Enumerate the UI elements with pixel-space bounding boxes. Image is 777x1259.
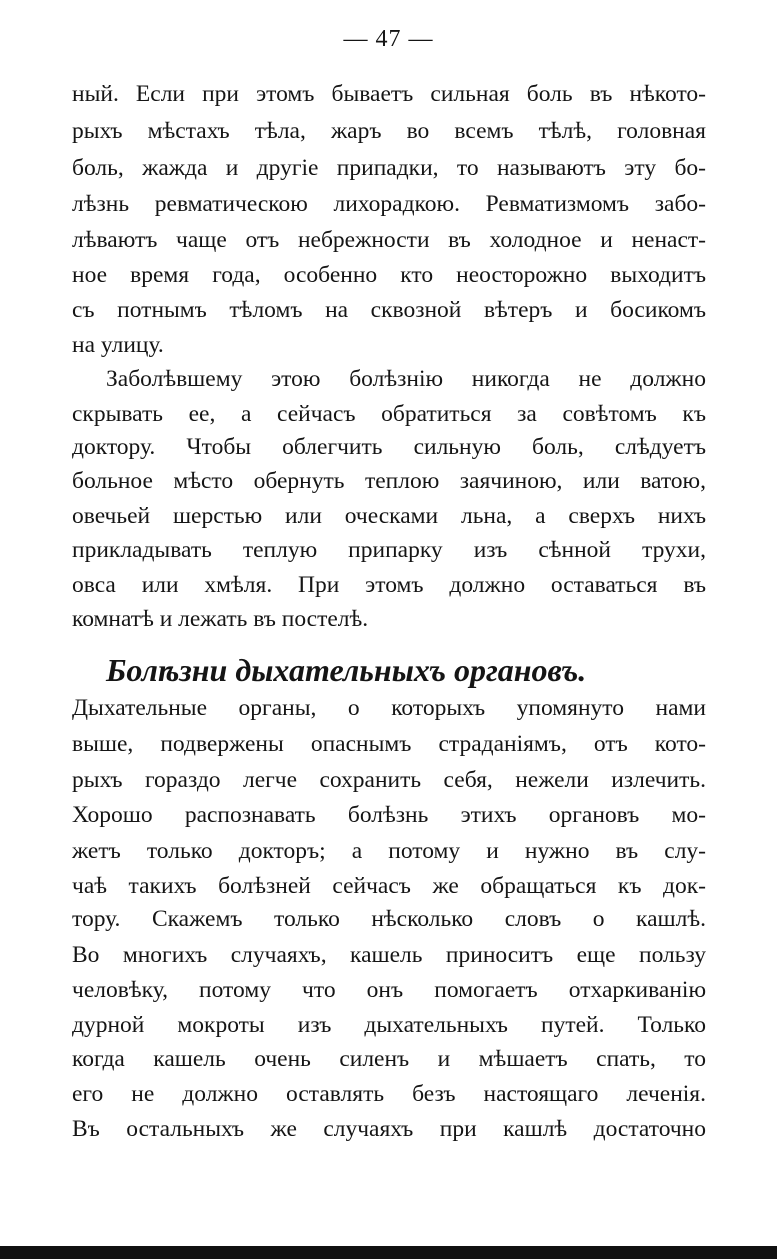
- text-line: лѣваютъ чаще отъ небрежности въ холодное и ненаст-: [72, 227, 706, 253]
- text-line: тору. Скажемъ только нѣсколько словъ о кашлѣ.: [72, 906, 706, 932]
- text-line: Заболѣвшему этою болѣзнію никогда не должно: [106, 366, 706, 392]
- text-line: больное мѣсто обернуть теплою заячиною, или ватою,: [72, 468, 706, 494]
- text-line: лѣзнь ревматическою лихорадкою. Ревматизмомъ забо-: [72, 191, 706, 217]
- text-line: Во многихъ случаяхъ, кашель приноситъ еще пользу: [72, 942, 706, 968]
- text-line: прикладывать теплую припарку изъ сѣнной трухи,: [72, 537, 706, 563]
- text-line: съ потнымъ тѣломъ на сквозной вѣтеръ и босикомъ: [72, 297, 706, 323]
- text-line: на улицу.: [72, 332, 164, 358]
- text-line: рыхъ мѣстахъ тѣла, жаръ во всемъ тѣлѣ, головная: [72, 118, 706, 144]
- text-line: когда кашель очень силенъ и мѣшаетъ спать, то: [72, 1046, 706, 1072]
- text-line: овса или хмѣля. При этомъ должно оставаться въ: [72, 572, 706, 598]
- text-line: Дыхательные органы, о которыхъ упомянуто нами: [72, 695, 706, 721]
- text-line: Хорошо распознавать болѣзнь этихъ органовъ мо-: [72, 802, 706, 828]
- text-line: его не должно оставлять безъ настоящаго леченія.: [72, 1081, 706, 1107]
- text-line: овечьей шерстью или оческами льна, а сверхъ нихъ: [72, 503, 706, 529]
- text-line: рыхъ гораздо легче сохранить себя, нежели излечить.: [72, 767, 706, 793]
- text-line: жетъ только докторъ; а потому и нужно въ слу-: [72, 838, 706, 864]
- text-line: чаѣ такихъ болѣзней сейчасъ же обращаться къ док-: [72, 873, 706, 899]
- text-line: человѣку, потому что онъ помогаетъ отхаркиванію: [72, 977, 706, 1003]
- page-bottom-edge: [0, 1246, 777, 1259]
- text-line: комнатѣ и лежать въ постелѣ.: [72, 606, 369, 632]
- text-line: боль, жажда и другіе припадки, то называютъ эту бо-: [72, 155, 706, 181]
- text-line: выше, подвержены опаснымъ страданіямъ, отъ кото-: [72, 731, 706, 757]
- text-line: ное время года, особенно кто неосторожно выходитъ: [72, 262, 706, 288]
- text-line: скрывать ее, а сейчасъ обратиться за совѣтомъ къ: [72, 401, 706, 427]
- text-line: доктору. Чтобы облегчить сильную боль, слѣдуетъ: [72, 434, 706, 460]
- text-line: дурной мокроты изъ дыхательныхъ путей. Только: [72, 1012, 706, 1038]
- page-number: — 47 —: [343, 26, 434, 52]
- text-line: Въ остальныхъ же случаяхъ при кашлѣ достаточно: [72, 1116, 706, 1142]
- text-line: ный. Если при этомъ бываетъ сильная боль въ нѣкото-: [72, 81, 706, 107]
- section-heading: Болѣзни дыхательныхъ органовъ.: [106, 652, 587, 688]
